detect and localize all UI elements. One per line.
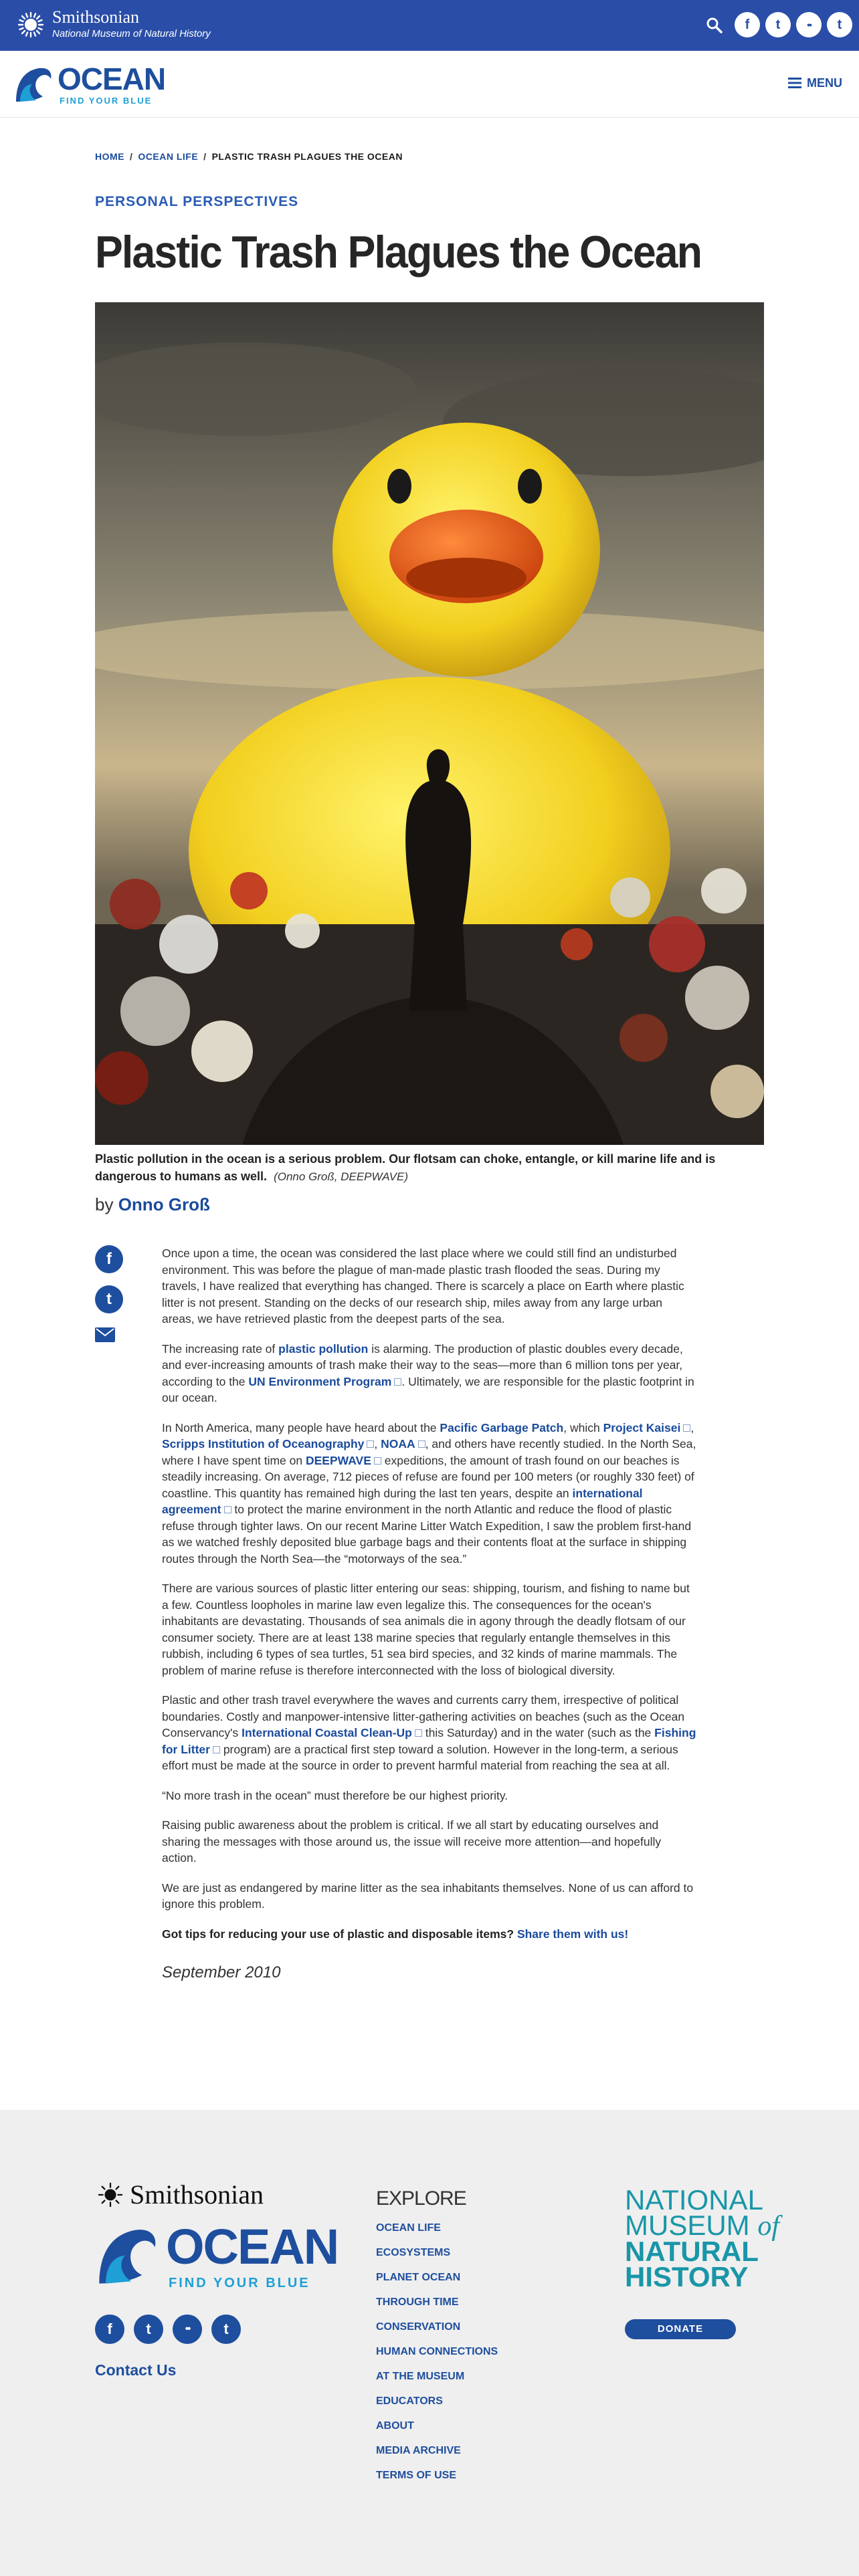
share-facebook-icon[interactable]: f bbox=[95, 1245, 123, 1273]
smithsonian-sun-icon[interactable] bbox=[17, 11, 44, 38]
external-link-icon bbox=[418, 1440, 425, 1448]
footer-link-educators[interactable]: EDUCATORS bbox=[376, 2395, 443, 2407]
search-icon[interactable] bbox=[705, 16, 724, 35]
article-category[interactable]: PERSONAL PERSPECTIVES bbox=[95, 194, 299, 209]
external-link-icon bbox=[394, 1378, 401, 1386]
article-paragraph: Once upon a time, the ocean was considered the last place where we could still find an undisturbed environment. This was before the plague of man-made plastic trash flooded the seas. During my travels, I have realized that everything has changed. There is scarcely a place on Earth where plastic litter is not present. Standing on the decks of our research ship, miles away from any large urban areas, we have retrieved plastic from the deepest parts of the sea. bbox=[162, 1247, 684, 1325]
footer-nav bbox=[376, 2222, 498, 2494]
share-twitter-icon[interactable]: t bbox=[95, 1285, 123, 1313]
link-fishing-for-litter[interactable]: Fishing for Litter bbox=[162, 1726, 696, 1756]
article-paragraph: The increasing rate of plastic pollution is alarming. The production of plastic doubles every decade, and ever-increasing amounts of trash make their way to the seas—more than 6 million tons per year, according to the UN Environment Program . Ultimately, we are responsible for the plastic footprint in our ocean. bbox=[162, 1341, 694, 1404]
smithsonian-brand[interactable]: Smithsonian bbox=[52, 7, 140, 27]
smithsonian-topbar bbox=[0, 0, 859, 51]
museum-subtitle[interactable]: National Museum of Natural History bbox=[52, 28, 211, 39]
link-pacific-garbage-patch[interactable]: Pacific Garbage Patch bbox=[440, 1420, 564, 1434]
hero-caption bbox=[95, 1150, 764, 1186]
footer-link-through-time[interactable]: THROUGH TIME bbox=[376, 2296, 459, 2308]
footer-link-ocean-life[interactable]: OCEAN LIFE bbox=[376, 2222, 441, 2234]
breadcrumb-home[interactable]: HOME bbox=[95, 151, 124, 162]
link-international-agreement[interactable]: international agreement bbox=[162, 1486, 643, 1516]
footer-link-about[interactable]: ABOUT bbox=[376, 2420, 414, 2432]
article-paragraph: Plastic and other trash travel everywhere the waves and currents carry them, irrespective of political boundaries. Costly and manpower-intensive litter-gathering activities on beaches (such as the Ocean Conservancy's International Coastal Clean-Up this Saturday) and in the water (such as the Fishing for Litter program) are a practical first step toward a solution. However in the long-term, a serious effort must be made at the source in order to prevent harmful material from reaching the sea at all. bbox=[162, 1693, 696, 1772]
breadcrumb-current: PLASTIC TRASH PLAGUES THE OCEAN bbox=[211, 151, 403, 162]
footer-tumblr-icon[interactable]: t bbox=[211, 2315, 241, 2344]
footer-facebook-icon[interactable]: f bbox=[95, 2315, 124, 2344]
link-plastic-pollution[interactable]: plastic pollution bbox=[278, 1341, 369, 1356]
external-link-icon bbox=[374, 1457, 381, 1465]
ocean-logo-tagline: FIND YOUR BLUE bbox=[60, 96, 153, 106]
breadcrumb-ocean-life[interactable]: OCEAN LIFE bbox=[138, 151, 199, 162]
article-body bbox=[162, 1245, 697, 1995]
external-link-icon bbox=[683, 1424, 690, 1432]
footer-link-at-the-museum[interactable]: AT THE MUSEUM bbox=[376, 2371, 465, 2382]
footer-link-terms-of-use[interactable]: TERMS OF USE bbox=[376, 2470, 457, 2481]
caption-text: Plastic pollution in the ocean is a serious problem. Our flotsam can choke, entangle, or kill marine life and is dangerous to humans as well. bbox=[95, 1152, 716, 1183]
menu-button[interactable] bbox=[788, 74, 848, 94]
external-link-icon bbox=[213, 1746, 220, 1753]
byline bbox=[95, 1194, 210, 1215]
ocean-site-header bbox=[0, 51, 859, 118]
external-link-icon bbox=[367, 1440, 374, 1448]
footer-smithsonian-brand[interactable]: Smithsonian bbox=[130, 2179, 264, 2210]
article-paragraph: We are just as endangered by marine litter as the sea inhabitants themselves. None of us can afford to ignore this problem. bbox=[162, 1881, 694, 1911]
smithsonian-sun-icon[interactable] bbox=[98, 2182, 123, 2208]
link-coastal-cleanup[interactable]: International Coastal Clean-Up bbox=[242, 1726, 412, 1739]
external-link-icon bbox=[224, 1506, 231, 1513]
tumblr-icon[interactable]: t bbox=[827, 12, 852, 37]
hero-image bbox=[95, 302, 764, 1145]
breadcrumb-separator: / bbox=[203, 151, 207, 162]
article-paragraph: There are various sources of plastic litter entering our seas: shipping, tourism, and fishing to name but a few. Countless loopholes in marine law even legalize this. The consequences for the ocean's inhabitants are devastating. Thousands of sea animals die in agony through the deadly flotsam of our consumer society. There are at least 138 marine species that regularly entangle themselves in this rubbish, including 6 types of sea turtles, 51 sea bird species, and 32 kinds of marine mammals. The problem of marine refuse is therefore interconnected with the loss of biological diversity. bbox=[162, 1582, 690, 1677]
explore-heading: EXPLORE bbox=[376, 2187, 466, 2210]
contact-us-link[interactable]: Contact Us bbox=[95, 2361, 177, 2379]
footer-ocean-tagline: FIND YOUR BLUE bbox=[169, 2276, 310, 2290]
flickr-icon[interactable]: •• bbox=[796, 12, 822, 37]
footer-twitter-icon[interactable]: t bbox=[134, 2315, 163, 2344]
facebook-icon[interactable]: f bbox=[735, 12, 760, 37]
page-title: Plastic Trash Plagues the Ocean bbox=[95, 227, 702, 278]
twitter-icon[interactable]: t bbox=[765, 12, 791, 37]
footer-link-human-connections[interactable]: HUMAN CONNECTIONS bbox=[376, 2346, 498, 2357]
byline-prefix: by bbox=[95, 1194, 114, 1214]
link-un-environment-program[interactable]: UN Environment Program bbox=[248, 1374, 392, 1388]
article-paragraph: Raising public awareness about the problem is critical. If we all start by educating ourselves and sharing the messages with those around us, the issue will receive more attention—and hopefully action. bbox=[162, 1818, 662, 1864]
article-paragraph: “No more trash in the ocean” must therefore be our highest priority. bbox=[162, 1788, 508, 1802]
menu-label: MENU bbox=[807, 76, 842, 90]
breadcrumb bbox=[95, 151, 403, 162]
article-paragraph: In North America, many people have heard about the Pacific Garbage Patch, which Project Kaisei , Scripps Institution of Oceanography , NOAA , and others have recently studied. In the North Sea, where I have spent time on DEEPWAVE expeditions, the amount of trash found on our beaches is steadily increasing. On average, 712 pieces of refuse are found per 100 meters (or roughly 330 feet) of coastline. This quantity has remained high during the last ten years, despite an international agreement to protect the marine environment in the north Atlantic and reduce the flood of plastic refuse through tighter laws. On our recent Marine Litter Watch Expedition, I saw the problem first-hand as we watched freshly deposited blue garbage bags and their contents float at the surface in shipping routes through the North Sea—the “motorways of the sea.” bbox=[162, 1420, 696, 1566]
nmnh-logo[interactable]: NATIONAL MUSEUM of NATURAL HISTORY bbox=[625, 2184, 780, 2292]
share-tips-link[interactable]: Share them with us! bbox=[516, 1927, 629, 1941]
share-email-icon[interactable] bbox=[95, 1327, 115, 1342]
footer-link-conservation[interactable]: CONSERVATION bbox=[376, 2321, 461, 2333]
hamburger-icon bbox=[788, 78, 801, 88]
link-noaa[interactable]: NOAA bbox=[381, 1437, 415, 1451]
breadcrumb-separator: / bbox=[130, 151, 133, 162]
ocean-wave-logo-icon[interactable] bbox=[95, 2224, 159, 2288]
footer-link-ecosystems[interactable]: ECOSYSTEMS bbox=[376, 2247, 451, 2258]
site-footer bbox=[0, 2110, 859, 2576]
link-deepwave[interactable]: DEEPWAVE bbox=[306, 1453, 371, 1467]
footer-flickr-icon[interactable]: •• bbox=[173, 2315, 202, 2344]
footer-link-media-archive[interactable]: MEDIA ARCHIVE bbox=[376, 2445, 461, 2456]
publish-date: September 2010 bbox=[162, 1963, 281, 1981]
link-scripps[interactable]: Scripps Institution of Oceanography bbox=[162, 1437, 365, 1451]
donate-button[interactable]: DONATE bbox=[625, 2319, 736, 2339]
footer-link-planet-ocean[interactable]: PLANET OCEAN bbox=[376, 2272, 461, 2283]
ocean-wave-logo-icon[interactable] bbox=[13, 64, 54, 104]
tips-callout: Got tips for reducing your use of plastic and disposable items? Share them with us! bbox=[162, 1927, 629, 1941]
author-link[interactable]: Onno Groß bbox=[118, 1194, 210, 1214]
footer-ocean-logo-word[interactable]: OCEAN bbox=[166, 2219, 339, 2274]
caption-credit: (Onno Groß, DEEPWAVE) bbox=[274, 1170, 408, 1183]
link-project-kaisei[interactable]: Project Kaisei bbox=[603, 1420, 681, 1434]
ocean-logo-word[interactable]: OCEAN bbox=[58, 62, 166, 96]
external-link-icon bbox=[415, 1729, 422, 1737]
